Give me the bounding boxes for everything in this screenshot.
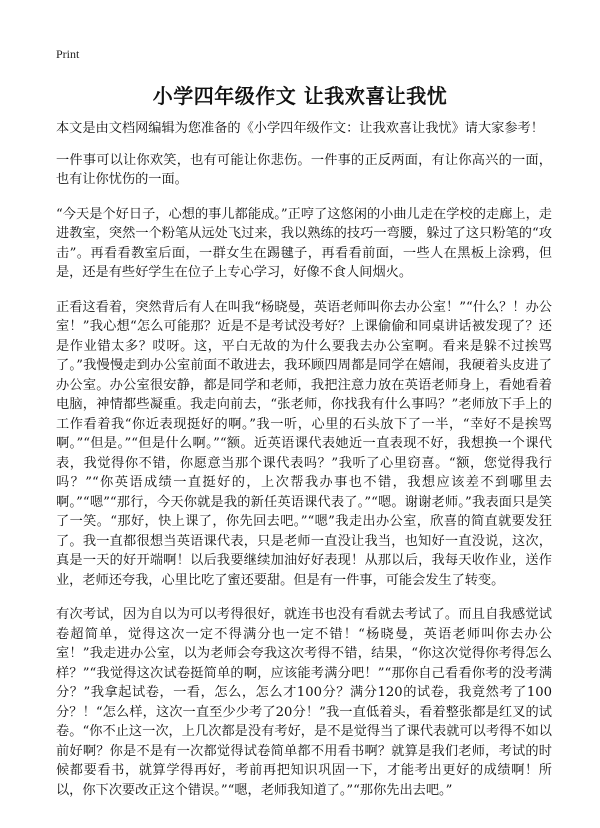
body-paragraph: 一件事可以让你欢笑，也有可能让你悲伤。一件事的正反两面，有让你高兴的一面，也有让你忧伤的一面。: [56, 152, 552, 187]
page-title: 小学四年级作文 让我欢喜让我忧: [152, 84, 448, 108]
body-paragraph: “今天是个好日子，心想的事儿都能成。”正哼了这悠闲的小曲儿走在学校的走廊上，走进教室，突然一个粉笔从远处飞过来，我以熟练的技巧一弯腰，躲过了这只粉笔的“攻击”。再看看教室后面，一群女生在踢毽子，再看看前面，一些人在黑板上涂鸦，但是，还是有些好学生在位子上专心学习，好像不食人间烟火。: [56, 206, 552, 280]
print-link[interactable]: Print: [56, 47, 80, 61]
intro-paragraph: 本文是由文档网编辑为您准备的《小学四年级作文：让我欢喜让我忧》请大家参考！: [56, 121, 544, 136]
body-paragraph: 有次考试，因为自以为可以考得很好，就连书也没有看就去考试了。而且自我感觉试卷超简单，觉得这次一定不得满分也一定不错！“杨晓曼，英语老师叫你去办公室！”我走进办公室，以为老师会夸我这次考得不错，结果，“你这次觉得你考得怎么样？”“我觉得这次试卷挺简单的啊，应该能考满分吧！”“那你自己看看你考的没考满分？”我拿起试卷，一看，怎么，怎么才100分？满分120的试卷，我竟然考了100分？！“怎么样，这次一直至少少考了20分！”我一直低着头，看着整张都是红叉的试卷。“你不止这一次，上几次都是没有考好，是不是觉得当了课代表就可以考得不如以前好啊？你是不是有一次都觉得试卷简单都不用看书啊？就算是我们老师，考试的时候都要看书，就算学得再好，考前再把知识巩固一下，才能考出更好的成绩啊！所以，你下次要改正这个错误。”“嗯，老师我知道了。”“那你先出去吧。”: [56, 607, 552, 798]
article-body: [56, 119, 552, 815]
body-paragraph: 正看这看着，突然背后有人在叫我“杨晓曼，英语老师叫你去办公室！”“什么？！办公室！”我心想“怎么可能那？近是不是考试没考好？上课偷偷和同桌讲话被发现了？还是作业错太多？哎呀。这，平白无故的为什么要我去办公室啊。看来是躲不过挨骂了。”我慢慢走到办公室前面不敢进去，我环顾四周都是同学在嬉闹，我硬着头皮进了办公室。办公室很安静，都是同学和老师，我把注意力放在英语老师身上，看她看着电脑，神情都些凝重。我走向前去，“张老师，你找我有什么事吗？”老师放下手上的工作看着我“你近表现挺好的啊。”我一听，心里的石头放下了一半，“幸好不是挨骂啊。”“但是。”“但是什么啊。”“额。近英语课代表她近一直表现不好，我想换一个课代表，我觉得你不错，你愿意当那个课代表吗？”我听了心里窃喜。“额，您觉得我行吗？”“你英语成绩一直挺好的，上次帮我办事也不错，我想应该差不到哪里去啊。”“嗯”“那行，今天你就是我的新任英语课代表了。”“嗯。谢谢老师。”我表面只是笑了一笑。“那好，快上课了，你先回去吧。”“嗯”我走出办公室，欣喜的简直就要发狂了。我一直都很想当英语课代表，只是老师一直没让我当，也知好一直没说，这次，真是一天的好开端啊！以后我要继续加油好好表现！从那以后，我每天收作业，送作业，老师还夸我，心里比吃了蜜还要甜。但是有一件事，可能会发生了转变。: [56, 299, 552, 588]
